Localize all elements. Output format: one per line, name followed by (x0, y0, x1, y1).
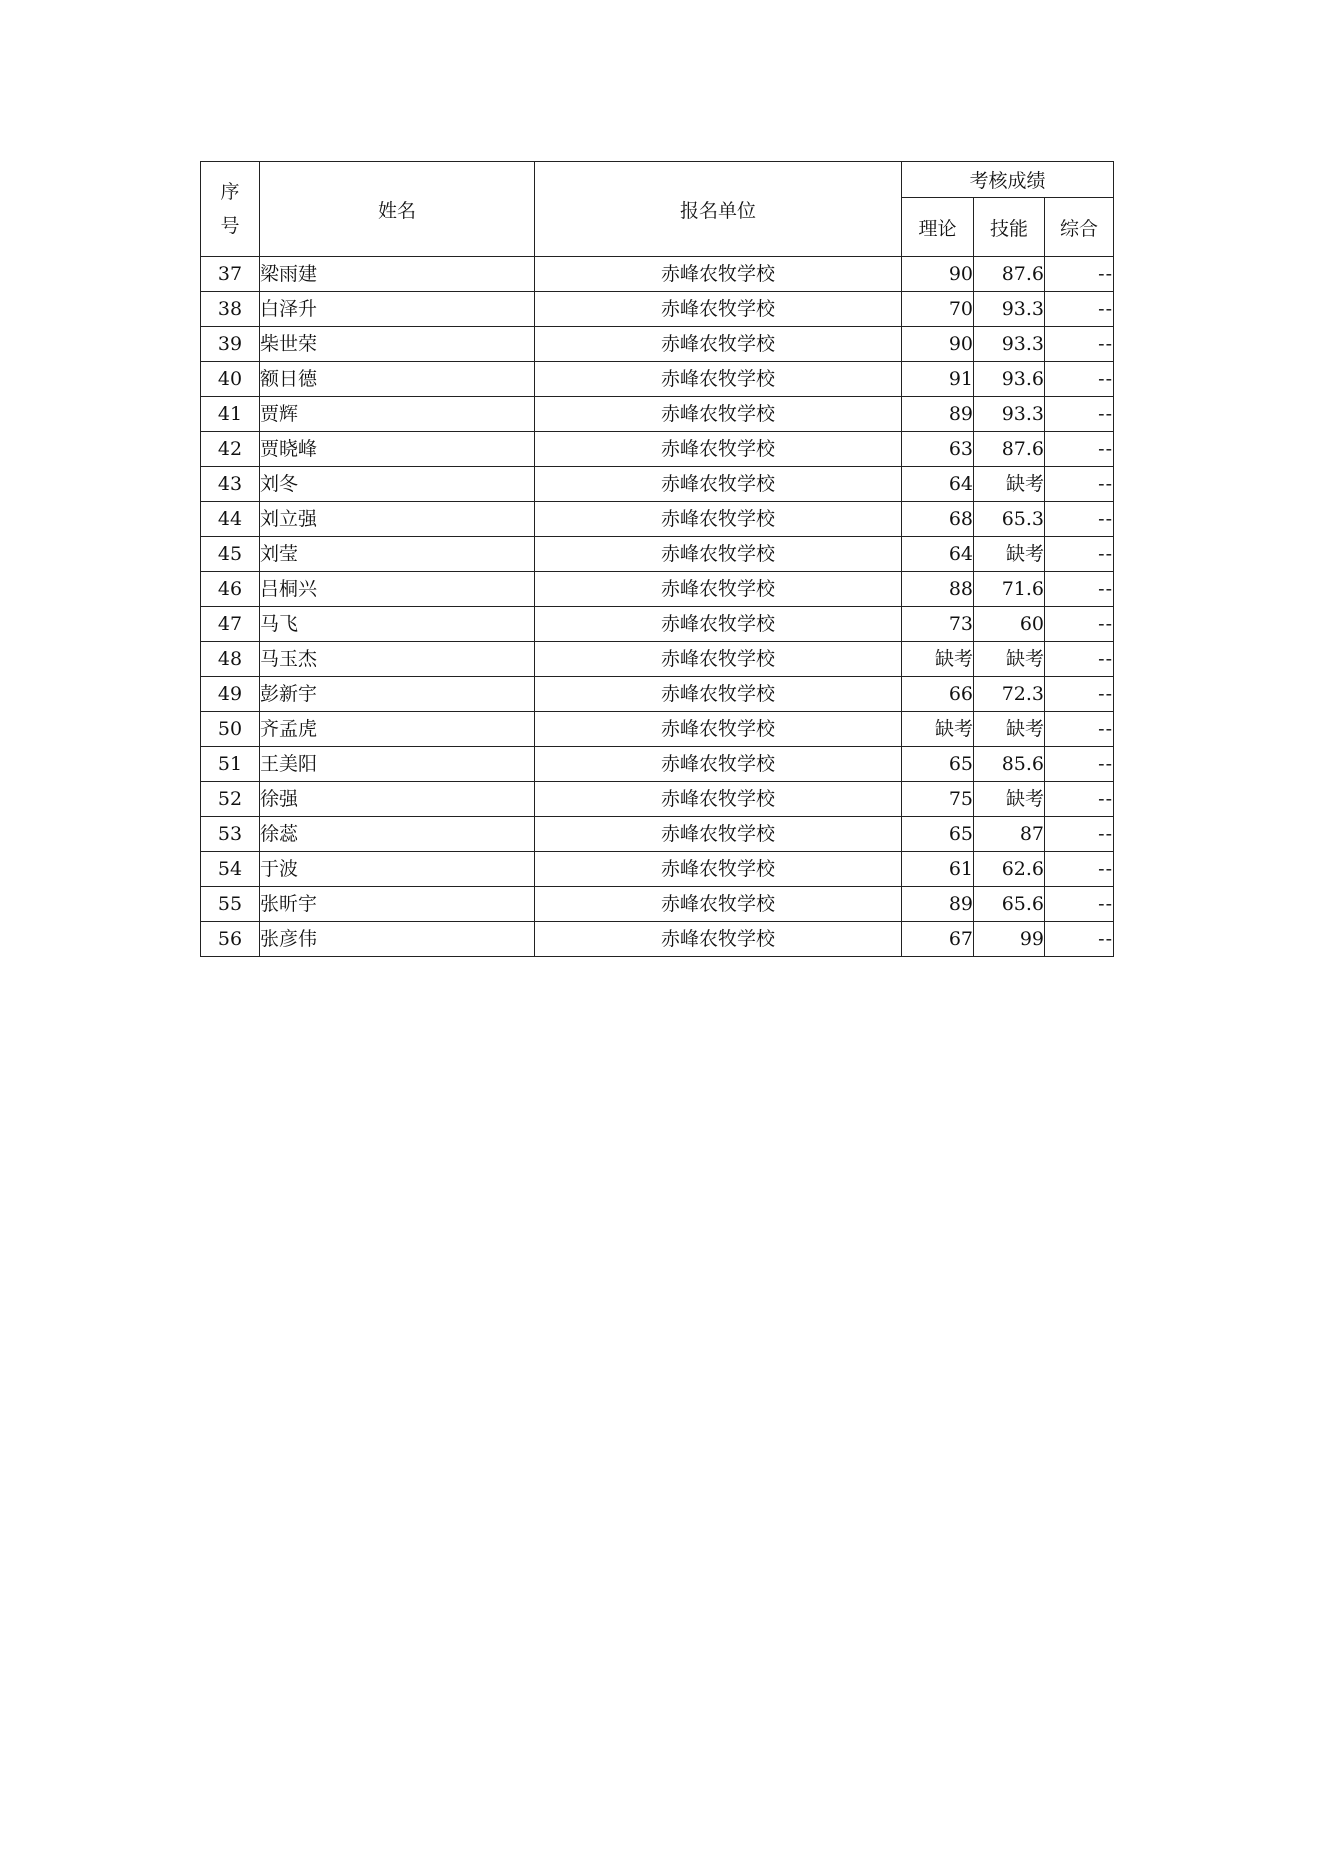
cell-name: 吕桐兴 (260, 572, 535, 607)
cell-overall: -- (1045, 572, 1114, 607)
cell-seq: 42 (201, 432, 260, 467)
cell-skill: 缺考 (974, 537, 1045, 572)
cell-skill: 87.6 (974, 432, 1045, 467)
cell-skill: 99 (974, 922, 1045, 957)
cell-overall: -- (1045, 292, 1114, 327)
cell-name: 张彦伟 (260, 922, 535, 957)
cell-unit: 赤峰农牧学校 (535, 922, 902, 957)
cell-skill: 71.6 (974, 572, 1045, 607)
header-theory: 理论 (902, 198, 974, 257)
cell-name: 马飞 (260, 607, 535, 642)
cell-name: 白泽升 (260, 292, 535, 327)
cell-seq: 44 (201, 502, 260, 537)
cell-seq: 38 (201, 292, 260, 327)
header-overall: 综合 (1045, 198, 1114, 257)
cell-theory: 61 (902, 852, 974, 887)
cell-unit: 赤峰农牧学校 (535, 607, 902, 642)
table-row (201, 747, 1114, 782)
cell-name: 额日德 (260, 362, 535, 397)
table-row (201, 327, 1114, 362)
cell-unit: 赤峰农牧学校 (535, 712, 902, 747)
cell-overall: -- (1045, 257, 1114, 292)
cell-skill: 缺考 (974, 467, 1045, 502)
score-table (200, 161, 1114, 957)
cell-skill: 87.6 (974, 257, 1045, 292)
table-row (201, 467, 1114, 502)
cell-seq: 37 (201, 257, 260, 292)
cell-name: 刘冬 (260, 467, 535, 502)
cell-skill: 93.3 (974, 292, 1045, 327)
cell-skill: 93.3 (974, 397, 1045, 432)
cell-name: 贾辉 (260, 397, 535, 432)
cell-theory: 65 (902, 817, 974, 852)
cell-theory: 63 (902, 432, 974, 467)
cell-unit: 赤峰农牧学校 (535, 432, 902, 467)
cell-seq: 49 (201, 677, 260, 712)
cell-skill: 85.6 (974, 747, 1045, 782)
cell-name: 彭新宇 (260, 677, 535, 712)
cell-overall: -- (1045, 537, 1114, 572)
cell-theory: 67 (902, 922, 974, 957)
cell-seq: 53 (201, 817, 260, 852)
header-seq (201, 162, 260, 257)
cell-overall: -- (1045, 432, 1114, 467)
cell-unit: 赤峰农牧学校 (535, 502, 902, 537)
cell-overall: -- (1045, 327, 1114, 362)
cell-seq: 51 (201, 747, 260, 782)
cell-unit: 赤峰农牧学校 (535, 292, 902, 327)
header-unit: 报名单位 (535, 162, 902, 257)
cell-skill: 65.6 (974, 887, 1045, 922)
table-row (201, 677, 1114, 712)
cell-skill: 65.3 (974, 502, 1045, 537)
table-row (201, 537, 1114, 572)
cell-theory: 68 (902, 502, 974, 537)
cell-unit: 赤峰农牧学校 (535, 362, 902, 397)
cell-overall: -- (1045, 362, 1114, 397)
header-name: 姓名 (260, 162, 535, 257)
table-row (201, 852, 1114, 887)
table-row (201, 432, 1114, 467)
cell-overall: -- (1045, 817, 1114, 852)
table-row (201, 712, 1114, 747)
cell-theory: 缺考 (902, 642, 974, 677)
table-row (201, 572, 1114, 607)
cell-seq: 48 (201, 642, 260, 677)
cell-name: 齐孟虎 (260, 712, 535, 747)
cell-skill: 72.3 (974, 677, 1045, 712)
cell-skill: 93.3 (974, 327, 1045, 362)
cell-theory: 90 (902, 257, 974, 292)
header-seq-line2: 号 (220, 215, 240, 237)
cell-unit: 赤峰农牧学校 (535, 677, 902, 712)
table-row (201, 397, 1114, 432)
cell-theory: 64 (902, 537, 974, 572)
cell-unit: 赤峰农牧学校 (535, 467, 902, 502)
table-body (201, 257, 1114, 957)
cell-theory: 89 (902, 397, 974, 432)
cell-seq: 39 (201, 327, 260, 362)
table-row (201, 642, 1114, 677)
cell-overall: -- (1045, 922, 1114, 957)
cell-theory: 64 (902, 467, 974, 502)
cell-overall: -- (1045, 887, 1114, 922)
cell-name: 徐强 (260, 782, 535, 817)
cell-seq: 41 (201, 397, 260, 432)
table-row (201, 607, 1114, 642)
table-row (201, 257, 1114, 292)
cell-seq: 56 (201, 922, 260, 957)
cell-name: 马玉杰 (260, 642, 535, 677)
cell-theory: 88 (902, 572, 974, 607)
table-row (201, 922, 1114, 957)
cell-name: 梁雨建 (260, 257, 535, 292)
cell-unit: 赤峰农牧学校 (535, 852, 902, 887)
cell-skill: 62.6 (974, 852, 1045, 887)
cell-overall: -- (1045, 467, 1114, 502)
cell-name: 刘莹 (260, 537, 535, 572)
cell-name: 张昕宇 (260, 887, 535, 922)
cell-name: 于波 (260, 852, 535, 887)
cell-overall: -- (1045, 852, 1114, 887)
cell-seq: 50 (201, 712, 260, 747)
cell-theory: 91 (902, 362, 974, 397)
table-row (201, 362, 1114, 397)
cell-theory: 70 (902, 292, 974, 327)
cell-skill: 缺考 (974, 782, 1045, 817)
cell-overall: -- (1045, 397, 1114, 432)
cell-theory: 89 (902, 887, 974, 922)
cell-unit: 赤峰农牧学校 (535, 572, 902, 607)
cell-unit: 赤峰农牧学校 (535, 257, 902, 292)
cell-unit: 赤峰农牧学校 (535, 327, 902, 362)
cell-theory: 66 (902, 677, 974, 712)
cell-unit: 赤峰农牧学校 (535, 747, 902, 782)
cell-name: 柴世荣 (260, 327, 535, 362)
table-row (201, 782, 1114, 817)
cell-unit: 赤峰农牧学校 (535, 397, 902, 432)
cell-seq: 52 (201, 782, 260, 817)
cell-seq: 43 (201, 467, 260, 502)
cell-skill: 93.6 (974, 362, 1045, 397)
cell-seq: 54 (201, 852, 260, 887)
cell-unit: 赤峰农牧学校 (535, 817, 902, 852)
cell-unit: 赤峰农牧学校 (535, 537, 902, 572)
cell-theory: 73 (902, 607, 974, 642)
table-row (201, 502, 1114, 537)
cell-overall: -- (1045, 642, 1114, 677)
cell-overall: -- (1045, 607, 1114, 642)
cell-theory: 75 (902, 782, 974, 817)
cell-overall: -- (1045, 712, 1114, 747)
cell-skill: 缺考 (974, 642, 1045, 677)
cell-overall: -- (1045, 782, 1114, 817)
cell-unit: 赤峰农牧学校 (535, 642, 902, 677)
header-seq-line1: 序 (220, 181, 240, 203)
cell-unit: 赤峰农牧学校 (535, 782, 902, 817)
cell-unit: 赤峰农牧学校 (535, 887, 902, 922)
table-row (201, 817, 1114, 852)
cell-name: 贾晓峰 (260, 432, 535, 467)
cell-theory: 65 (902, 747, 974, 782)
cell-theory: 缺考 (902, 712, 974, 747)
table-row (201, 292, 1114, 327)
cell-seq: 55 (201, 887, 260, 922)
cell-overall: -- (1045, 677, 1114, 712)
cell-name: 王美阳 (260, 747, 535, 782)
cell-seq: 45 (201, 537, 260, 572)
cell-seq: 40 (201, 362, 260, 397)
cell-name: 刘立强 (260, 502, 535, 537)
table-header (201, 162, 1114, 257)
cell-skill: 缺考 (974, 712, 1045, 747)
cell-overall: -- (1045, 502, 1114, 537)
cell-name: 徐蕊 (260, 817, 535, 852)
cell-skill: 87 (974, 817, 1045, 852)
header-skill: 技能 (974, 198, 1045, 257)
header-score-group: 考核成绩 (902, 162, 1114, 198)
cell-seq: 47 (201, 607, 260, 642)
cell-theory: 90 (902, 327, 974, 362)
cell-skill: 60 (974, 607, 1045, 642)
cell-seq: 46 (201, 572, 260, 607)
cell-overall: -- (1045, 747, 1114, 782)
table-row (201, 887, 1114, 922)
